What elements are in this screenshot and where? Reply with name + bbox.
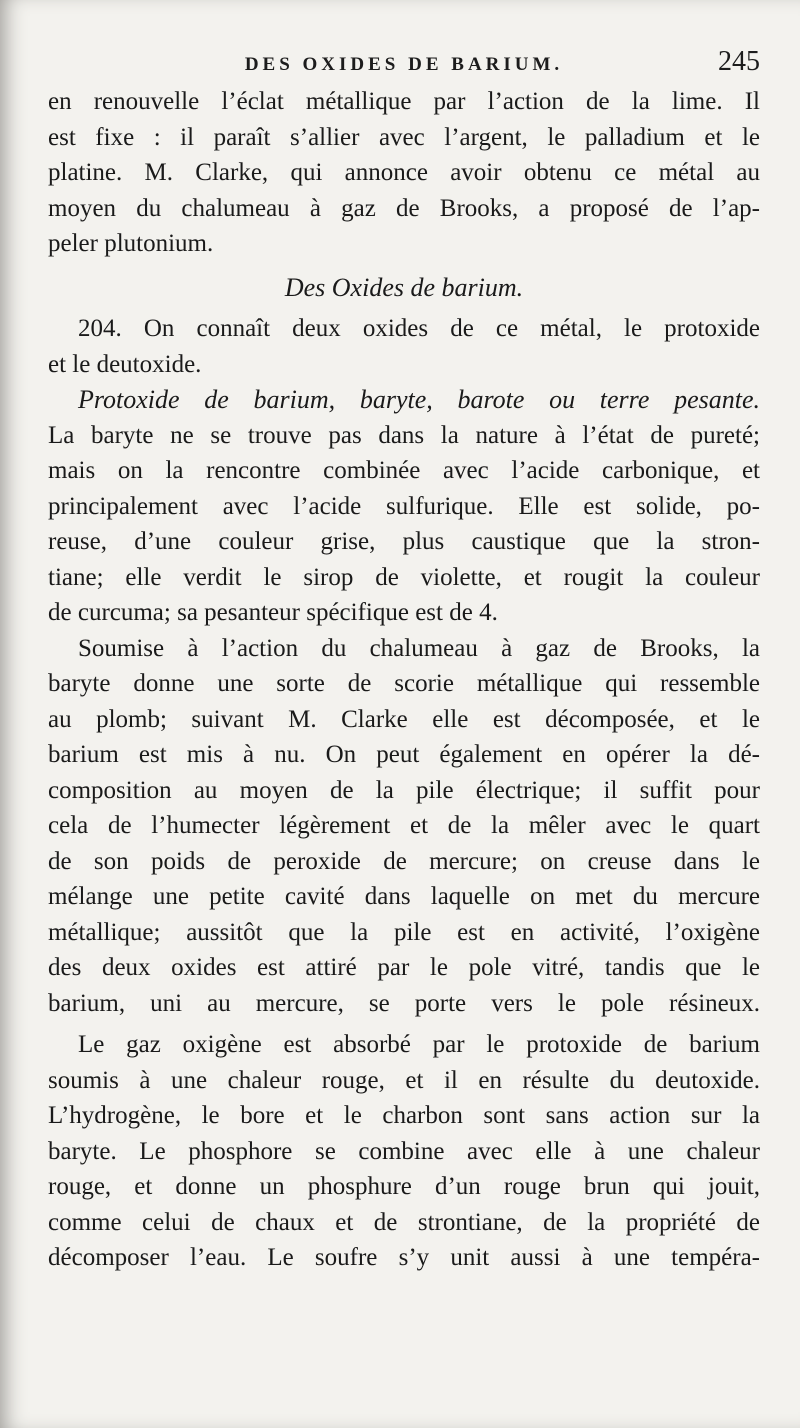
- text-line: composition au moyen de la pile électrique; il suffit pour: [48, 776, 760, 804]
- text-line: des deux oxides est attiré par le pole vitré, tandis que le: [48, 954, 760, 981]
- text-line: rouge, et donne un phosphure d’un rouge brun qui jouit,: [48, 1173, 760, 1200]
- text-line: baryte donne une sorte de scorie métallique qui ressemble: [48, 670, 760, 697]
- text-line: en renouvelle l’éclat métallique par l’action de la lime. Il: [48, 88, 760, 115]
- text-line: principalement avec l’acide sulfurique. Elle est solide, po-: [48, 492, 760, 520]
- section-heading: Des Oxides de barium.: [284, 272, 524, 302]
- text-line: de curcuma; sa pesanteur spécifique est de 4.: [48, 599, 498, 626]
- text-line: L’hydrogène, le bore et le charbon sont sans action sur la: [48, 1102, 760, 1129]
- text-line: platine. M. Clarke, qui annonce avoir obtenu ce métal au: [48, 159, 760, 186]
- text-line: soumis à une chaleur rouge, et il en résulte du deutoxide.: [48, 1066, 760, 1094]
- text-line: baryte. Le phosphore se combine avec elle à une chaleur: [48, 1137, 760, 1165]
- text-line: peler plutonium.: [48, 230, 214, 257]
- text-line: tiane; elle verdit le sirop de violette, et rougit la couleur: [48, 563, 760, 591]
- text-line: moyen du chalumeau à gaz de Brooks, a proposé de l’ap-: [48, 194, 760, 222]
- text-line: mais on la rencontre combinée avec l’acide carbonique, et: [48, 457, 760, 484]
- text-line: au plomb; suivant M. Clarke elle est décomposée, et le: [48, 705, 760, 733]
- text-line: Soumise à l’action du chalumeau à gaz de Brooks, la: [78, 634, 760, 662]
- page-header: [48, 46, 760, 82]
- subsection-heading: Protoxide de barium, baryte, barote ou terre pesante.: [78, 385, 760, 414]
- text-line: de son poids de peroxide de mercure; on creuse dans le: [48, 847, 760, 875]
- text-line: mélange une petite cavité dans laquelle on met du mercure: [48, 883, 760, 910]
- text-line: cela de l’humecter légèrement et de la mêler avec le quart: [48, 812, 760, 839]
- text-line: est fixe : il paraît s’allier avec l’argent, le palladium et le: [48, 123, 760, 151]
- running-title: DES OXIDES DE BARIUM.: [244, 54, 564, 75]
- text-line: Le gaz oxigène est absorbé par le protoxide de barium: [78, 1031, 760, 1058]
- text-line: barium, uni au mercure, se porte vers le pole résineux.: [48, 989, 760, 1017]
- text-line: comme celui de chaux et de strontiane, de la propriété de: [48, 1208, 760, 1236]
- text-line: 204. On connaît deux oxides de ce métal, le protoxide: [78, 315, 760, 342]
- page-number: 245: [718, 46, 760, 77]
- text-line: La baryte ne se trouve pas dans la nature à l’état de pureté;: [48, 421, 760, 449]
- body-text: [48, 84, 760, 1276]
- text-line: métallique; aussitôt que la pile est en activité, l’oxigène: [48, 918, 760, 946]
- text-line: et le deutoxide.: [48, 350, 202, 378]
- text-line: reuse, d’une couleur grise, plus caustique que la stron-: [48, 528, 760, 555]
- text-line: décomposer l’eau. Le soufre s’y unit aussi à une tempéra-: [48, 1244, 760, 1271]
- text-line: barium est mis à nu. On peut également en opérer la dé-: [48, 741, 760, 768]
